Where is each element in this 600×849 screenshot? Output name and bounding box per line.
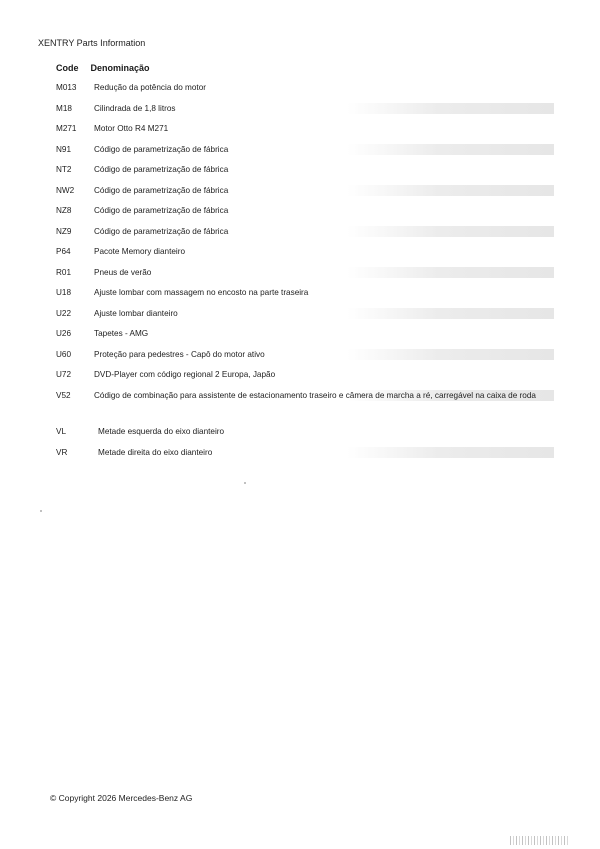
- row-code: V52: [56, 390, 71, 400]
- table-row: [52, 141, 554, 159]
- copyright-notice: © Copyright 2026 Mercedes-Benz AG: [50, 793, 193, 803]
- row-code: M18: [56, 103, 72, 113]
- table-row: [52, 284, 554, 302]
- scan-speck: [244, 482, 246, 484]
- parts-table: [52, 79, 554, 464]
- row-description: Código de parametrização de fábrica: [94, 144, 554, 155]
- column-header-code: Code: [56, 63, 79, 73]
- row-code: U18: [56, 288, 72, 297]
- table-row: [52, 120, 554, 138]
- row-description: Ajuste lombar dianteiro: [94, 308, 554, 319]
- row-code: P64: [56, 247, 71, 256]
- row-code: VR: [56, 447, 68, 457]
- row-code: M013: [56, 83, 77, 92]
- table-row: [52, 202, 554, 220]
- row-description: Metade direita do eixo dianteiro: [94, 447, 554, 458]
- table-row: [52, 79, 554, 97]
- table-row: [52, 161, 554, 179]
- row-code: NW2: [56, 185, 75, 195]
- row-description: Ajuste lombar com massagem no encosto na parte traseira: [94, 288, 309, 297]
- row-description: Metade esquerda do eixo dianteiro: [98, 427, 225, 436]
- document-title: XENTRY Parts Information: [38, 38, 146, 48]
- row-code: N91: [56, 144, 72, 154]
- row-description: Tapetes - AMG: [94, 329, 149, 338]
- row-code: NT2: [56, 165, 72, 174]
- scan-speck: [40, 510, 42, 512]
- table-row: [52, 366, 554, 384]
- row-description: Pneus de verão: [94, 267, 554, 278]
- row-code: VL: [56, 427, 67, 436]
- row-code: NZ8: [56, 206, 72, 215]
- table-row: [52, 264, 554, 282]
- scan-barcode-mark: [510, 836, 570, 845]
- table-row: [52, 423, 554, 441]
- row-description: Código de combinação para assistente de estacionamento traseiro e câmera de marcha a ré, carregável na caixa de roda: [94, 390, 554, 401]
- table-row: [52, 182, 554, 200]
- row-code: U60: [56, 349, 72, 359]
- row-description: Proteção para pedestres - Capô do motor ativo: [94, 349, 554, 360]
- row-description: Código de parametrização de fábrica: [94, 165, 229, 174]
- table-row: [52, 346, 554, 364]
- table-header: [56, 63, 150, 73]
- row-code: NZ9: [56, 226, 72, 236]
- table-row: [52, 243, 554, 261]
- row-code: U72: [56, 370, 72, 379]
- table-row: [52, 325, 554, 343]
- row-description: Código de parametrização de fábrica: [94, 185, 554, 196]
- table-row: [52, 100, 554, 118]
- table-row: [52, 444, 554, 462]
- column-header-description: Denominação: [90, 63, 150, 73]
- row-description: Cilindrada de 1,8 litros: [94, 103, 554, 114]
- row-description: Motor Otto R4 M271: [94, 124, 169, 133]
- table-row: [52, 305, 554, 323]
- row-code: U22: [56, 308, 72, 318]
- row-description: DVD-Player com código regional 2 Europa, Japão: [94, 370, 276, 379]
- table-row: [52, 387, 554, 421]
- row-description: Código de parametrização de fábrica: [94, 226, 554, 237]
- row-code: U26: [56, 329, 72, 338]
- row-code: R01: [56, 267, 72, 277]
- row-description: Código de parametrização de fábrica: [94, 206, 229, 215]
- row-code: M271: [56, 124, 77, 133]
- row-description: Pacote Memory dianteiro: [94, 247, 186, 256]
- row-description: Redução da potência do motor: [94, 83, 206, 92]
- table-row: [52, 223, 554, 241]
